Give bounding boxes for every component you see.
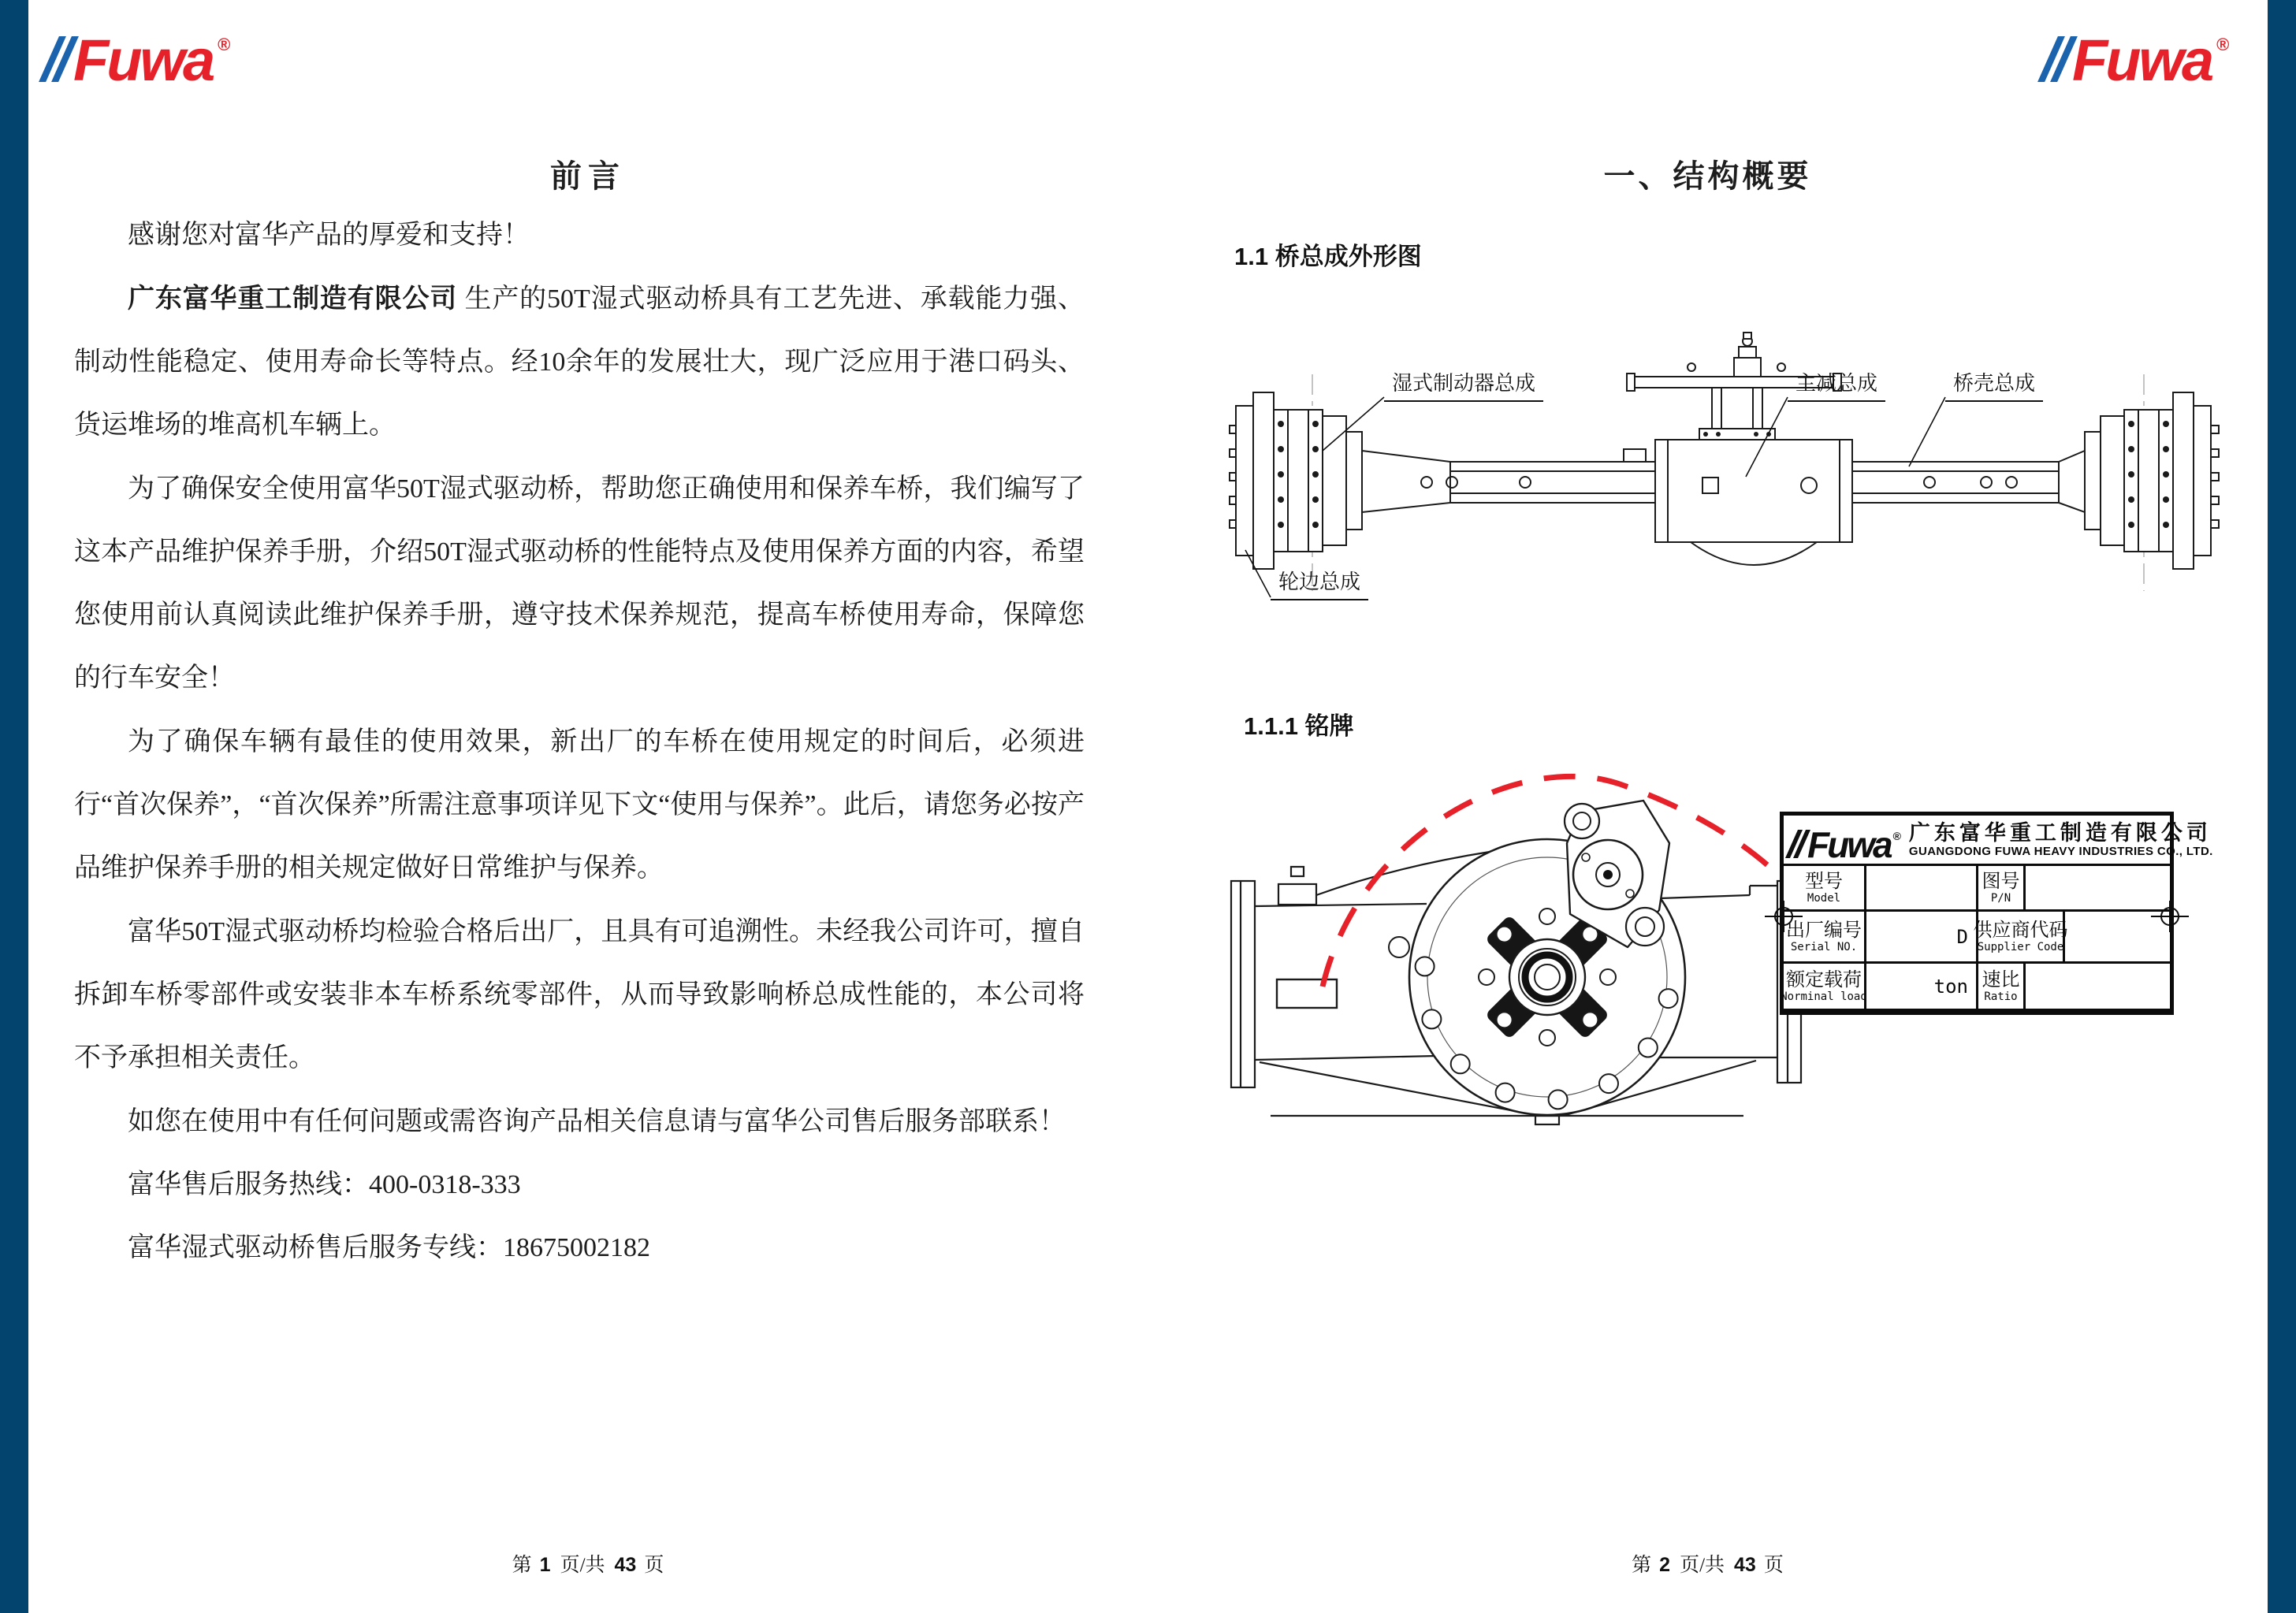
total-pages: 43 <box>1734 1554 1756 1576</box>
model-value <box>1866 866 1978 909</box>
total-pages: 43 <box>614 1554 637 1576</box>
serial-value: D <box>1866 912 1978 961</box>
fuwa-logo-nameplate: Fuwa ® <box>1792 817 1901 863</box>
nameplate <box>1780 812 2213 1015</box>
fuwa-logo-stripes-icon <box>2048 36 2067 82</box>
section-1-1-1-heading: 1.1.1 铭牌 <box>1244 712 1354 740</box>
page-footer-right: 第 2 页/共 43 页 <box>1632 1554 1784 1576</box>
fuwa-logo-left <box>49 17 231 93</box>
right-edge-bar <box>2268 0 2296 1613</box>
structure-overview-title: 一、结构概要 <box>1603 159 1812 194</box>
nameplate-row-load: 额定载荷 Norminal load ton 速比 Ratio <box>1784 964 2170 1011</box>
paragraph: 感谢您对富华产品的厚爱和支持！ <box>128 221 530 250</box>
registered-mark: ® <box>2216 35 2230 54</box>
paragraph: 为了确保安全使用富华50T湿式驱动桥，帮助您正确使用和保养车桥，我们编写了这本产品维护保养手册，介绍50T湿式驱动桥的性能特点及使用保养方面的内容，希望您使用前认真阅读此维护保养手册，遵守技术保养规范，提高车桥使用寿命，保障您的行车安全！ <box>74 474 1085 693</box>
page-footer-left: 第 1 页/共 43 页 <box>512 1554 664 1576</box>
fuwa-logo-right <box>2048 17 2230 93</box>
load-value: ton <box>1866 964 1978 1009</box>
preface-body <box>74 203 1085 1280</box>
left-edge-bar <box>0 0 28 1613</box>
label-wet-brake-assembly: 湿式制动器总成 <box>1384 367 1543 402</box>
nameplate-pointer-arc <box>1261 741 1813 1001</box>
label-main-reducer-assembly: 主减总成 <box>1788 367 1885 402</box>
wet-axle-hotline: 富华湿式驱动桥售后服务专线：18675002182 <box>128 1233 650 1262</box>
service-hotline: 富华售后服务热线：400-0318-333 <box>128 1170 521 1199</box>
fuwa-logo-stripes-icon <box>49 36 69 82</box>
fuwa-logo-stripes-icon <box>1792 830 1804 858</box>
ratio-value <box>2026 964 2170 1009</box>
fuwa-wordmark: Fuwa <box>73 28 214 93</box>
paragraph: 富华50T湿式驱动桥均检验合格后出厂，且具有可追溯性。未经我公司许可，擅自拆卸车桥零部件或安装非本车桥系统零部件，从而导致影响桥总成性能的，本公司将不予承担相关责任。 <box>74 917 1085 1072</box>
paragraph: 如您在使用中有任何问题或需咨询产品相关信息请与富华公司售后服务部联系！ <box>128 1107 1066 1136</box>
company-name-en: GUANGDONG FUWA HEAVY INDUSTRIES CO., LTD. <box>1908 844 2213 858</box>
axle-assembly-drawing <box>1230 331 2231 630</box>
section-1-1-heading: 1.1 桥总成外形图 <box>1234 243 1422 270</box>
nameplate-row-serial: 出厂编号 Serial NO. D 供应商代码 Supplier Code <box>1784 912 2170 964</box>
paragraph: 为了确保车辆有最佳的使用效果，新出厂的车桥在使用规定的时间后，必须进行“首次保养”，“首次保养”所需注意事项详见下文“使用与保养”。此后，请您务必按产品维护保养手册的相关规定做好日常维护与保养。 <box>74 727 1085 883</box>
page-number: 1 <box>539 1554 551 1576</box>
fuwa-wordmark: Fuwa <box>2072 28 2212 93</box>
crosshair-left-icon <box>1765 898 1803 935</box>
company-name-cn: 广东富华重工制造有限公司 <box>1908 820 2212 845</box>
label-axle-housing-assembly: 桥壳总成 <box>1945 367 2043 402</box>
page-number: 2 <box>1659 1554 1671 1576</box>
label-wheel-end-assembly: 轮边总成 <box>1271 566 1368 600</box>
nameplate-header <box>1784 816 2213 866</box>
preface-title: 前言 <box>550 158 626 194</box>
nameplate-row-model: 型号 Model 图号 P/N <box>1784 866 2170 912</box>
crosshair-right-icon <box>2151 898 2189 935</box>
registered-mark: ® <box>218 35 231 54</box>
pn-value <box>2026 866 2170 909</box>
paragraph: 广东富华重工制造有限公司 生产的50T湿式驱动桥具有工艺先进、承载能力强、制动性能稳定、使用寿命长等特点。经10余年的发展壮大，现广泛应用于港口码头、货运堆场的堆高机车辆上。 <box>74 284 1085 440</box>
